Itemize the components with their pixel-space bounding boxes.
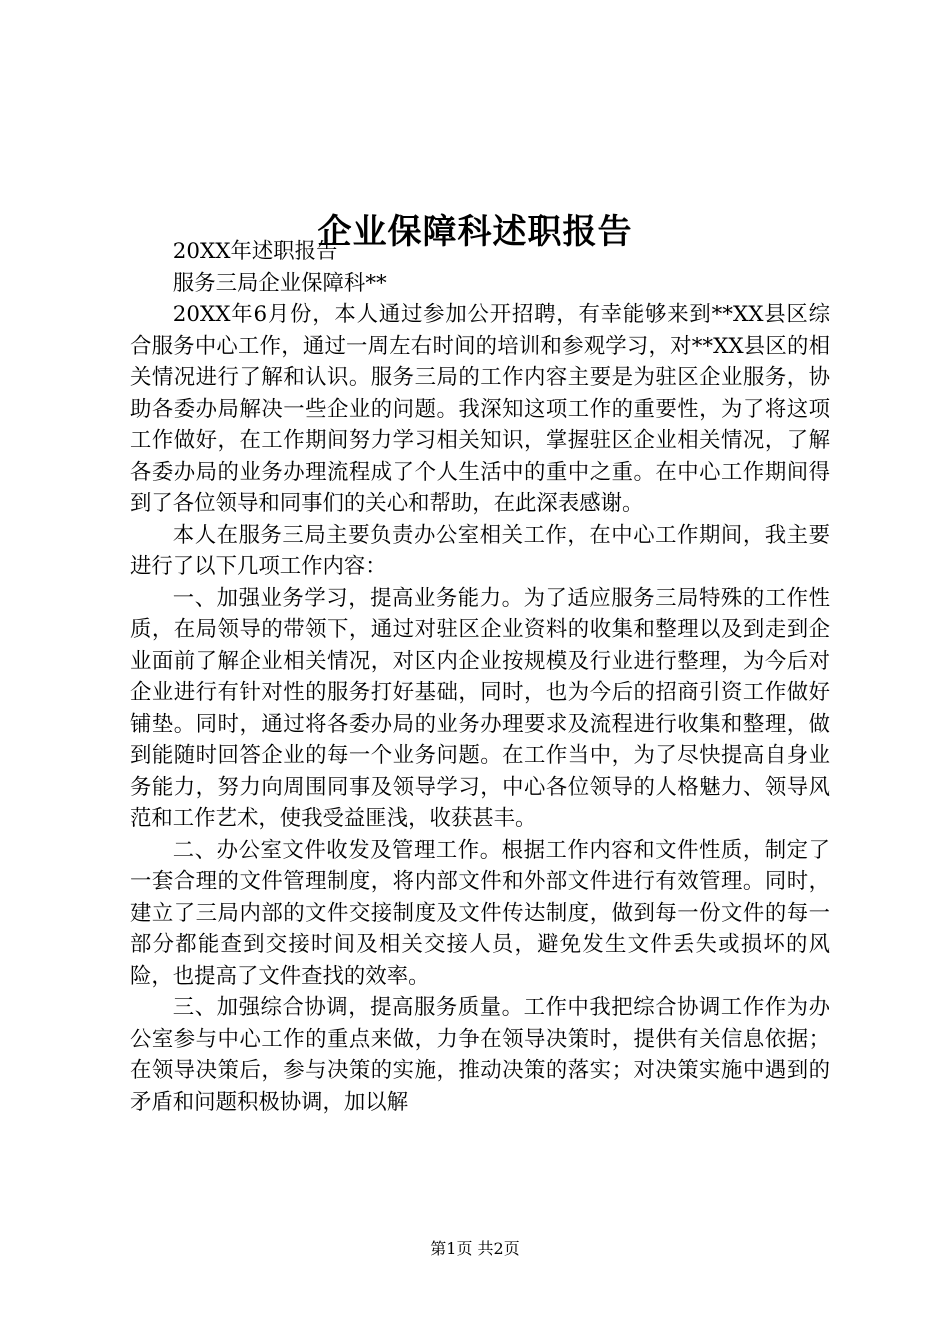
paragraph-item-one: 一、加强业务学习，提高业务能力。为了适应服务三局特殊的工作性质，在局领导的带领下，通过对驻区企业资料的收集和整理以及到走到企业面前了解企业相关情况，对区内企业按规模及行业进行整理，为今后对企业进行有针对性的服务打好基础，同时，也为今后的招商引资工作做好铺垫。同时，通过将各委办局的业务办理要求及流程进行收集和整理，做到能随时回答企业的每一个业务问题。在工作当中，为了尽快提高自身业务能力，努力向周围同事及领导学习，中心各位领导的人格魅力、领导风范和工作艺术，使我受益匪浅，收获甚丰。	[130, 585, 830, 831]
paragraph-heading-year: 20XX年述职报告	[172, 239, 338, 264]
document-title: 企业保障科述职报告	[317, 211, 633, 252]
paragraph-author: 服务三局企业保障科**	[172, 270, 387, 296]
paragraph-intro: 20XX年6月份，本人通过参加公开招聘，有幸能够来到**XX县区综合服务中心工作，通过一周左右时间的培训和参观学习，对**XX县区的相关情况进行了解和认识。服务三局的工作内容主要是为驻区企业服务，协助各委办局解决一些企业的问题。我深知这项工作的重要性，为了将这项工作做好，在工作期间努力学习相关知识，掌握驻区企业相关情况，了解各委办局的业务办理流程成了个人生活中的重中之重。在中心工作期间得到了各位领导和同事们的关心和帮助，在此深表感谢。	[130, 302, 830, 516]
paragraph-item-three: 三、加强综合协调，提高服务质量。工作中我把综合协调工作作为办公室参与中心工作的重点来做，力争在领导决策时，提供有关信息依据；在领导决策后，参与决策的实施，推动决策的落实；对决策实施中遇到的矛盾和问题积极协调，加以解	[130, 995, 830, 1115]
document-body	[130, 236, 830, 1118]
paragraph-duties: 本人在服务三局主要负责办公室相关工作，在中心工作期间，我主要进行了以下几项工作内容：	[130, 522, 830, 579]
paragraph-item-two: 二、办公室文件收发及管理工作。根据工作内容和文件性质，制定了一套合理的文件管理制度，将内部文件和外部文件进行有效管理。同时，建立了三局内部的文件交接制度及文件传达制度，做到每一份文件的每一部分都能查到交接时间及相关交接人员，避免发生文件丢失或损坏的风险，也提高了文件查找的效率。	[130, 837, 830, 989]
page-number-footer: 第1页 共2页	[430, 1239, 520, 1258]
